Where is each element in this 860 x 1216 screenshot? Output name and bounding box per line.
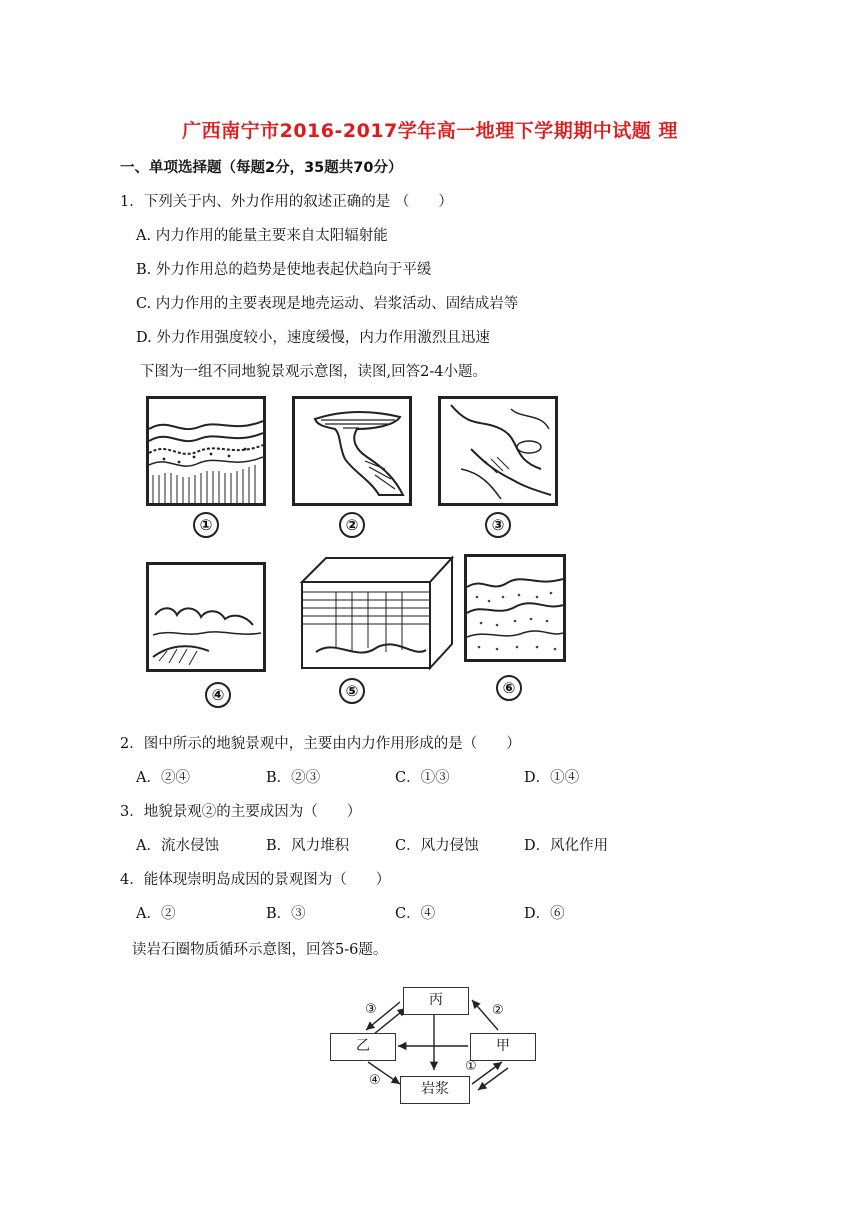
intro-5-6: 读岩石圈物质循环示意图，回答5-6题。: [132, 942, 388, 958]
landform-panel-1: [146, 396, 266, 506]
arrow-label-4: ④: [369, 1073, 381, 1088]
figure-label-5: ⑤: [339, 678, 365, 704]
landform-panel-2: [292, 396, 412, 506]
q1-option-c: C. 内力作用的主要表现是地壳运动、岩浆活动、固结成岩等: [136, 296, 519, 312]
q2-stem: 2．图中所示的地貌景观中，主要由内力作用形成的是（ ）: [120, 736, 521, 752]
arrow-label-3: ③: [365, 1002, 377, 1017]
river-delta-illustration: [441, 399, 555, 503]
folded-strata-illustration: [149, 399, 263, 503]
q1-stem: 1．下列关于内、外力作用的叙述正确的是 （ ）: [120, 194, 453, 210]
q2-option-d: D．①④: [524, 770, 580, 786]
q3-stem: 3．地貌景观②的主要成因为（ ）: [120, 804, 362, 820]
landform-panel-3: [438, 396, 558, 506]
q2-option-b: B．②③: [266, 770, 321, 786]
q3-option-a: A．流水侵蚀: [136, 838, 219, 854]
q4-option-a: A．②: [136, 906, 176, 922]
landform-panel-5: [296, 552, 454, 670]
q3-option-d: D．风化作用: [524, 838, 609, 854]
q4-stem: 4．能体现崇明岛成因的景观图为（ ）: [120, 872, 391, 888]
figure-label-6: ⑥: [496, 675, 522, 701]
q4-option-c: C．④: [395, 906, 436, 922]
section-heading: 一、单项选择题（每题2分，35题共70分）: [120, 160, 403, 176]
rock-cycle-box-right: 甲: [470, 1033, 536, 1061]
q1-option-d: D. 外力作用强度较小，速度缓慢，内力作用激烈且迅速: [136, 330, 490, 346]
q1-option-a: A. 内力作用的能量主要来自太阳辐射能: [136, 228, 388, 244]
mushroom-rock-illustration: [295, 399, 409, 503]
figure-label-1: ①: [193, 512, 219, 538]
q2-option-a: A．②④: [136, 770, 190, 786]
q3-option-b: B．风力堆积: [266, 838, 350, 854]
coastal-landform-illustration: [149, 565, 263, 669]
karst-block-illustration: [296, 552, 454, 670]
q3-option-c: C．风力侵蚀: [395, 838, 479, 854]
arrow-label-1: ①: [465, 1059, 477, 1074]
page-title: 广西南宁市2016-2017学年高一地理下学期期中试题 理: [182, 120, 678, 142]
figure-label-4: ④: [205, 682, 231, 708]
q1-option-b: B. 外力作用总的趋势是使地表起伏趋向于平缓: [136, 262, 432, 278]
landform-panel-4: [146, 562, 266, 672]
q4-option-b: B．③: [266, 906, 306, 922]
q2-option-c: C．①③: [395, 770, 450, 786]
landform-panel-6: [464, 554, 566, 662]
arrow-label-2: ②: [492, 1003, 504, 1018]
rock-cycle-box-top: 丙: [403, 987, 469, 1015]
figure-label-2: ②: [339, 512, 365, 538]
q4-option-d: D．⑥: [524, 906, 565, 922]
figure-label-3: ③: [485, 512, 511, 538]
rock-cycle-box-bottom: 岩浆: [400, 1076, 470, 1104]
intro-2-4: 下图为一组不同地貌景观示意图，读图,回答2-4小题。: [140, 364, 487, 380]
rock-cycle-box-left: 乙: [330, 1033, 396, 1061]
alluvial-plain-illustration: [467, 557, 563, 659]
